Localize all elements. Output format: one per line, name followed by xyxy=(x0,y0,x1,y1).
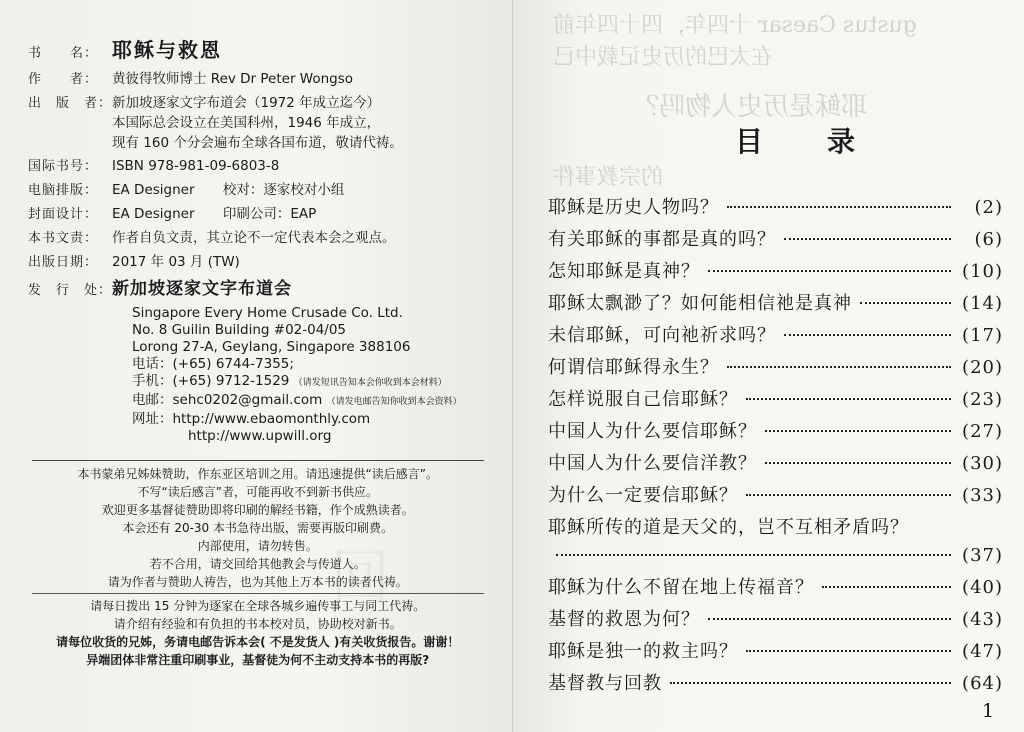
mobile-note: （请发短讯告知本会你收到本会材料） xyxy=(293,378,447,388)
notice-block-2 xyxy=(32,593,484,669)
email: 电邮：sehc0202@gmail.com xyxy=(132,392,323,408)
toc-entry[interactable] xyxy=(548,449,1003,481)
author-label: 作 者： xyxy=(28,72,99,87)
toc-entry[interactable] xyxy=(548,385,1003,417)
publisher-line: 现有 160 个分会遍布全球各国布道，敬请代祷。 xyxy=(112,135,403,151)
toc-entry[interactable] xyxy=(548,321,1003,353)
page-number: 1 xyxy=(982,700,995,722)
toc-entry-title: 未信耶稣，可向祂祈求吗？ xyxy=(548,325,776,346)
toc-entry-title: 耶稣太飘渺了？如何能相信祂是真神 xyxy=(548,293,852,314)
notice-line: 内部使用，请勿转售。 xyxy=(197,539,318,553)
notice-line-bold: 异端团体非常注重印刷事业，基督徒为何不主动支持本书的再版? xyxy=(86,653,430,667)
toc-entry-page: (17) xyxy=(962,325,1003,346)
toc-entry-page: (20) xyxy=(962,357,1003,378)
publisher-line: 新加坡逐家文字布道会（1972 年成立迄今） xyxy=(112,95,381,111)
title-label: 书 名： xyxy=(28,46,99,61)
printer-label: 印刷公司： xyxy=(222,206,291,222)
isbn-label: 国际书号： xyxy=(28,159,99,174)
toc-entry[interactable] xyxy=(548,225,1003,257)
cover-value: EA Designer xyxy=(112,206,195,222)
book-title: 耶稣与救恩 xyxy=(112,38,222,62)
leader-dots xyxy=(784,334,951,336)
toc-entry-title: 耶稣是历史人物吗？ xyxy=(548,197,719,218)
toc-entry[interactable] xyxy=(548,193,1003,225)
address-block xyxy=(132,305,492,445)
leader-dots xyxy=(670,682,951,684)
publish-date: 2017 年 03 月 (TW) xyxy=(112,254,240,270)
toc-entry-title: 怎样说服自己信耶稣？ xyxy=(548,389,738,410)
isbn-row xyxy=(28,155,492,174)
toc-entry-page: (6) xyxy=(974,229,1003,250)
toc-entry-page: (47) xyxy=(962,641,1003,662)
isbn: ISBN 978-981-09-6803-8 xyxy=(112,158,280,174)
address-line: Singapore Every Home Crusade Co. Ltd. xyxy=(132,305,403,321)
notice-line: 请介绍有经验和有负担的书本校对员，协助校对新书。 xyxy=(113,617,402,631)
author-row xyxy=(28,67,492,87)
table-of-contents xyxy=(548,193,1003,701)
publisher-line: 本国际总会设立在美国科州，1946 年成立， xyxy=(112,115,381,131)
leader-dots xyxy=(708,618,951,620)
leader-dots xyxy=(765,462,951,464)
leader-dots xyxy=(784,238,951,240)
leader-dots xyxy=(727,206,951,208)
cover-row xyxy=(28,202,492,222)
toc-entry-page: (37) xyxy=(962,545,1003,566)
leader-dots xyxy=(556,554,951,556)
leader-dots xyxy=(746,398,951,400)
leader-dots xyxy=(746,494,951,496)
toc-entry-title: 基督教与回教 xyxy=(548,673,662,694)
author-name: 黄彼得牧师博士 Rev Dr Peter Wongso xyxy=(112,71,354,87)
toc-entry-page: (33) xyxy=(962,485,1003,506)
notice-line: 请每日拨出 15 分钟为逐家在全球各城乡遍传事工与同工代祷。 xyxy=(90,599,426,613)
leader-dots xyxy=(727,366,951,368)
notice-line: 欢迎更多基督徒赞助即将印刷的解经书籍，作个成熟读者。 xyxy=(101,503,414,517)
toc-entry-title: 耶稣所传的道是天父的，岂不互相矛盾吗？ xyxy=(548,517,909,538)
notice-block-1 xyxy=(32,461,484,591)
toc-entry-title: 基督的救恩为何？ xyxy=(548,609,700,630)
toc-entry-title: 何谓信耶稣得永生？ xyxy=(548,357,719,378)
toc-entry[interactable] xyxy=(548,353,1003,385)
email-note: （请发电邮告知你收到本会资料） xyxy=(326,397,462,407)
toc-entry-page: (23) xyxy=(962,389,1003,410)
toc-entry-page: (64) xyxy=(962,673,1003,694)
leader-dots xyxy=(746,650,951,652)
bleed-through-text: 耶稣是历史人物吗？ xyxy=(632,92,867,122)
date-label: 出版日期： xyxy=(28,255,99,270)
address-line: Lorong 27-A, Geylang, Singapore 388106 xyxy=(132,339,411,355)
toc-entry-title: 为什么一定要信耶稣？ xyxy=(548,485,738,506)
leader-dots xyxy=(860,302,951,304)
toc-entry-page: (2) xyxy=(974,197,1003,218)
disclaimer-row xyxy=(28,226,492,246)
bleed-through-text: 在太巴的历史记载中已 xyxy=(552,45,773,70)
toc-entry-title: 中国人为什么要信洋教？ xyxy=(548,453,757,474)
toc-entry[interactable] xyxy=(548,637,1003,669)
toc-entry-page: (14) xyxy=(962,293,1003,314)
typeset-label: 电脑排版： xyxy=(28,183,99,198)
phone: 电话：(+65) 6744-7355; xyxy=(132,356,294,372)
toc-entry-page: (40) xyxy=(962,577,1003,598)
toc-entry[interactable] xyxy=(548,257,1003,289)
leader-dots xyxy=(765,430,951,432)
notice-line-bold: 请每位收货的兄姊，务请电邮告诉本会( 不是发货人 )有关收货报告。谢谢！ xyxy=(56,635,460,649)
proof-label: 校对： xyxy=(222,182,264,198)
website-2: http://www.upwill.org xyxy=(188,428,332,444)
toc-entry-title: 怎知耶稣是真神？ xyxy=(548,261,700,282)
distributor-name: 新加坡逐家文字布道会 xyxy=(112,279,292,299)
bleed-through-text: 的宗教事件 xyxy=(552,165,663,190)
toc-entry[interactable] xyxy=(548,513,1003,573)
toc-entry-page: (30) xyxy=(962,453,1003,474)
notice-line: 不写“读后感言”者，可能再收不到新书供应。 xyxy=(137,485,378,499)
disclaimer: 作者自负文责，其立论不一定代表本会之观点。 xyxy=(112,230,396,246)
date-row xyxy=(28,250,492,270)
notice-line: 本会还有 20-30 本书急待出版，需要再版印刷费。 xyxy=(122,521,393,535)
proof-value: 逐家校对小组 xyxy=(263,182,345,198)
mobile: 手机：(+65) 9712-1529 xyxy=(132,373,290,389)
leader-dots xyxy=(708,270,951,272)
toc-entry-page: (27) xyxy=(962,421,1003,442)
toc-entry-page: (10) xyxy=(962,261,1003,282)
typeset-row xyxy=(28,178,492,198)
printer-value: EAP xyxy=(290,206,317,222)
distributor-label: 发 行 处： xyxy=(28,283,113,298)
toc-entry-title: 有关耶稣的事都是真的吗？ xyxy=(548,229,776,250)
title-row xyxy=(28,34,492,63)
toc-entry[interactable] xyxy=(548,573,1003,605)
toc-entry[interactable] xyxy=(548,289,1003,321)
toc-entry[interactable] xyxy=(548,605,1003,637)
toc-title: 目 录 xyxy=(735,125,874,158)
toc-entry-page: (43) xyxy=(962,609,1003,630)
toc-entry-title: 耶稣为什么不留在地上传福音？ xyxy=(548,577,814,598)
disclaimer-label: 本书文责： xyxy=(28,231,99,246)
notice-line: 若不合用，请交回给其他教会与传道人。 xyxy=(149,557,366,571)
toc-entry[interactable] xyxy=(548,481,1003,513)
address-line: No. 8 Guilin Building #02-04/05 xyxy=(132,322,347,338)
distributor-row xyxy=(28,274,492,299)
website: 网址：http://www.ebaomonthly.com xyxy=(132,411,371,427)
notice-line: 请为作者与赞助人祷告，也为其他上万本书的读者代祷。 xyxy=(107,575,408,589)
cover-label: 封面设计： xyxy=(28,207,99,222)
publisher-info xyxy=(112,91,492,151)
toc-entry-title: 中国人为什么要信耶稣？ xyxy=(548,421,757,442)
bleed-through-text: 回 xyxy=(330,543,390,613)
colophon xyxy=(28,34,492,445)
publisher-row xyxy=(28,91,492,151)
toc-entry-title: 耶稣是独一的救主吗？ xyxy=(548,641,738,662)
typeset-value: EA Designer xyxy=(112,182,195,198)
leader-dots xyxy=(822,586,951,588)
notice-line: 本书蒙弟兄姊妹赞助，作东亚区培训之用。请迅速提供“读后感言”。 xyxy=(77,467,438,481)
toc-entry[interactable] xyxy=(548,417,1003,449)
toc-entry[interactable] xyxy=(548,669,1003,701)
publisher-label: 出 版 者： xyxy=(28,96,113,111)
notice-box xyxy=(32,460,484,669)
bleed-through-text: gustus Caesar 十四年，四十四年前 xyxy=(552,13,917,38)
